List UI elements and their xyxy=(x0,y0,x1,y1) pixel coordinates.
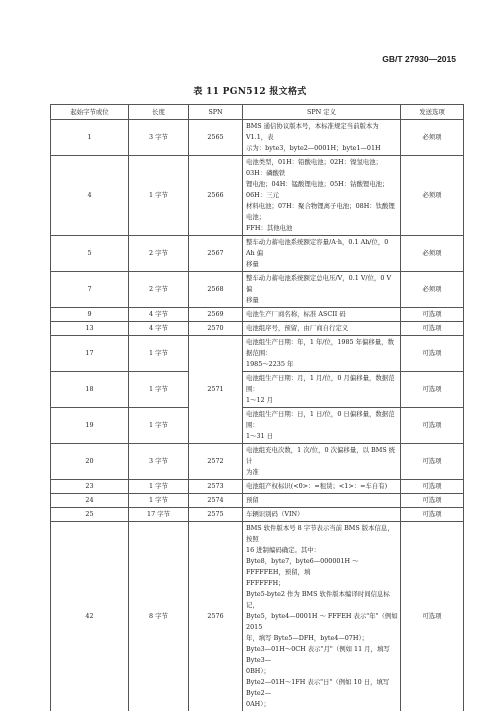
cell-definition xyxy=(243,336,401,372)
cell-start: 13 xyxy=(51,322,129,336)
cell-spn: 2569 xyxy=(189,308,243,322)
definition-line: 电池组生产日期：年，1 年/位，1985 年偏移量，数据范围： xyxy=(246,337,398,359)
cell-option: 可选项 xyxy=(401,508,464,522)
definition-line: 0BH）； xyxy=(246,666,398,677)
cell-start: 9 xyxy=(51,308,129,322)
cell-definition xyxy=(243,494,401,508)
cell-start: 7 xyxy=(51,272,129,308)
header-spn: SPN xyxy=(189,105,243,120)
cell-start: 25 xyxy=(51,508,129,522)
cell-option: 可选项 xyxy=(401,522,464,711)
cell-start: 20 xyxy=(51,444,129,480)
cell-option: 可选项 xyxy=(401,336,464,372)
table-caption: 表 11 PGN512 报文格式 xyxy=(0,84,500,97)
table-row xyxy=(51,272,464,308)
cell-length: 1 字节 xyxy=(129,156,189,236)
cell-option: 必须项 xyxy=(401,272,464,308)
definition-line: 锂电池；04H：锰酸锂电池；05H：钴酸锂电池；06H：三元 xyxy=(246,179,398,201)
cell-length: 1 字节 xyxy=(129,480,189,494)
definition-line: 车辆识别码（VIN） xyxy=(246,509,398,520)
cell-option: 可选项 xyxy=(401,372,464,408)
definition-line: Byte2—01H～1FH 表示"日"（例如 10 日，填写 Byte2— xyxy=(246,677,398,699)
cell-start: 5 xyxy=(51,236,129,272)
definition-line: Byte5，byte4—0001H ～ FFFEH 表示"年"（例如 2015 xyxy=(246,611,398,633)
table-row xyxy=(51,494,464,508)
cell-option: 可选项 xyxy=(401,444,464,480)
cell-option: 可选项 xyxy=(401,480,464,494)
cell-length: 1 字节 xyxy=(129,372,189,408)
definition-line: 电池组充电次数，1 次/位，0 次偏移量，以 BMS 统计 xyxy=(246,445,398,467)
definition-line: 1～31 日 xyxy=(246,431,398,442)
cell-option: 可选项 xyxy=(401,322,464,336)
header-definition: SPN 定义 xyxy=(243,105,401,120)
cell-start: 1 xyxy=(51,120,129,156)
cell-length: 3 字节 xyxy=(129,120,189,156)
table-header-row xyxy=(51,105,464,120)
cell-spn: 2574 xyxy=(189,494,243,508)
cell-definition xyxy=(243,408,401,444)
cell-definition xyxy=(243,156,401,236)
definition-line: 电池类型，01H：铅酸电池；02H：镍氢电池；03H：磷酸铁 xyxy=(246,157,398,179)
definition-line: 电池生产厂商名称，标准 ASCII 码 xyxy=(246,309,398,320)
cell-length: 8 字节 xyxy=(129,522,189,711)
definition-line: 材料电池；07H：聚合物锂离子电池；08H：钛酸锂电池； xyxy=(246,201,398,223)
definition-line: 0AH）； xyxy=(246,699,398,710)
table-row xyxy=(51,322,464,336)
definition-line: FFH：其他电池 xyxy=(246,223,398,234)
cell-spn: 2565 xyxy=(189,120,243,156)
definition-line: 电池组生产日期：月，1 月/位，0 月偏移量，数据范围： xyxy=(246,373,398,395)
cell-spn: 2575 xyxy=(189,508,243,522)
definition-line: BMS 软件版本号 8 字节表示当前 BMS 版本信息，按照 xyxy=(246,523,398,545)
table-row xyxy=(51,372,464,408)
cell-length: 17 字节 xyxy=(129,508,189,522)
definition-line: 示为：byte3，byte2—0001H；byte1—01H xyxy=(246,143,398,154)
cell-definition xyxy=(243,444,401,480)
definition-line: 移量 xyxy=(246,259,398,270)
cell-start: 19 xyxy=(51,408,129,444)
definition-line: 整车动力蓄电池系统额定容量/A·h，0.1 Ah/位，0 Ah 偏 xyxy=(246,237,398,259)
table-row xyxy=(51,236,464,272)
definition-line: 预留 xyxy=(246,495,398,506)
cell-option: 可选项 xyxy=(401,408,464,444)
cell-definition xyxy=(243,522,401,711)
definition-line: 电池组产权标识(<0>：=租赁；<1>：=车自有) xyxy=(246,481,398,492)
header-length: 长度 xyxy=(129,105,189,120)
cell-definition xyxy=(243,236,401,272)
cell-spn: 2573 xyxy=(189,480,243,494)
cell-definition xyxy=(243,372,401,408)
header-start: 起始字节或位 xyxy=(51,105,129,120)
cell-length: 2 字节 xyxy=(129,236,189,272)
table-row xyxy=(51,336,464,372)
definition-line: Byte8，byte7，byte6—000001H ～ FFFFFEH，预留，填 xyxy=(246,556,398,578)
table-row xyxy=(51,308,464,322)
definition-line: 为准 xyxy=(246,467,398,478)
cell-definition xyxy=(243,322,401,336)
definition-line: 整车动力蓄电池系统额定总电压/V，0.1 V/位，0 V 偏 xyxy=(246,273,398,295)
cell-spn: 2571 xyxy=(189,336,243,444)
cell-spn: 2570 xyxy=(189,322,243,336)
cell-spn: 2566 xyxy=(189,156,243,236)
cell-start: 42 xyxy=(51,522,129,711)
cell-length: 1 字节 xyxy=(129,408,189,444)
pgn512-table xyxy=(50,104,464,711)
cell-definition xyxy=(243,480,401,494)
cell-length: 2 字节 xyxy=(129,272,189,308)
cell-length: 3 字节 xyxy=(129,444,189,480)
cell-start: 24 xyxy=(51,494,129,508)
cell-definition xyxy=(243,308,401,322)
table-row xyxy=(51,444,464,480)
cell-length: 1 字节 xyxy=(129,494,189,508)
cell-length: 4 字节 xyxy=(129,308,189,322)
definition-line: 移量 xyxy=(246,295,398,306)
definition-line: Byte5-byte2 作为 BMS 软件版本编译时间信息标记， xyxy=(246,589,398,611)
cell-definition xyxy=(243,272,401,308)
table-row xyxy=(51,522,464,711)
standard-number: GB/T 27930—2015 xyxy=(382,54,456,64)
cell-spn: 2572 xyxy=(189,444,243,480)
table-body xyxy=(51,120,464,711)
header-option: 发送选项 xyxy=(401,105,464,120)
cell-definition xyxy=(243,120,401,156)
cell-length: 4 字节 xyxy=(129,322,189,336)
table-row xyxy=(51,120,464,156)
cell-option: 必须项 xyxy=(401,236,464,272)
cell-start: 23 xyxy=(51,480,129,494)
table-row xyxy=(51,156,464,236)
definition-line: 1985～2235 年 xyxy=(246,359,398,370)
definition-line: 1～12 月 xyxy=(246,395,398,406)
table-row xyxy=(51,508,464,522)
cell-spn: 2567 xyxy=(189,236,243,272)
definition-line: BMS 通信协议版本号，本标准规定当前版本为 V1.1，表 xyxy=(246,121,398,143)
definition-line: 年，填写 Byte5—DFH，byte4—07H）； xyxy=(246,633,398,644)
definition-line: Byte3—01H～0CH 表示"月"（例如 11 月，填写 Byte3— xyxy=(246,644,398,666)
cell-option: 可选项 xyxy=(401,494,464,508)
cell-option: 必须项 xyxy=(401,156,464,236)
cell-option: 可选项 xyxy=(401,308,464,322)
cell-spn: 2576 xyxy=(189,522,243,711)
definition-line: 16 进制编码确定。其中： xyxy=(246,545,398,556)
cell-definition xyxy=(243,508,401,522)
cell-length: 1 字节 xyxy=(129,336,189,372)
definition-line: 电池组生产日期：日，1 日/位，0 日偏移量，数据范围： xyxy=(246,409,398,431)
cell-start: 4 xyxy=(51,156,129,236)
cell-start: 18 xyxy=(51,372,129,408)
definition-line: FFFFFFH； xyxy=(246,578,398,589)
cell-option: 必须项 xyxy=(401,120,464,156)
definition-line: 电池组序号，预留，由厂商自行定义 xyxy=(246,323,398,334)
cell-start: 17 xyxy=(51,336,129,372)
table-row xyxy=(51,480,464,494)
table-row xyxy=(51,408,464,444)
cell-spn: 2568 xyxy=(189,272,243,308)
